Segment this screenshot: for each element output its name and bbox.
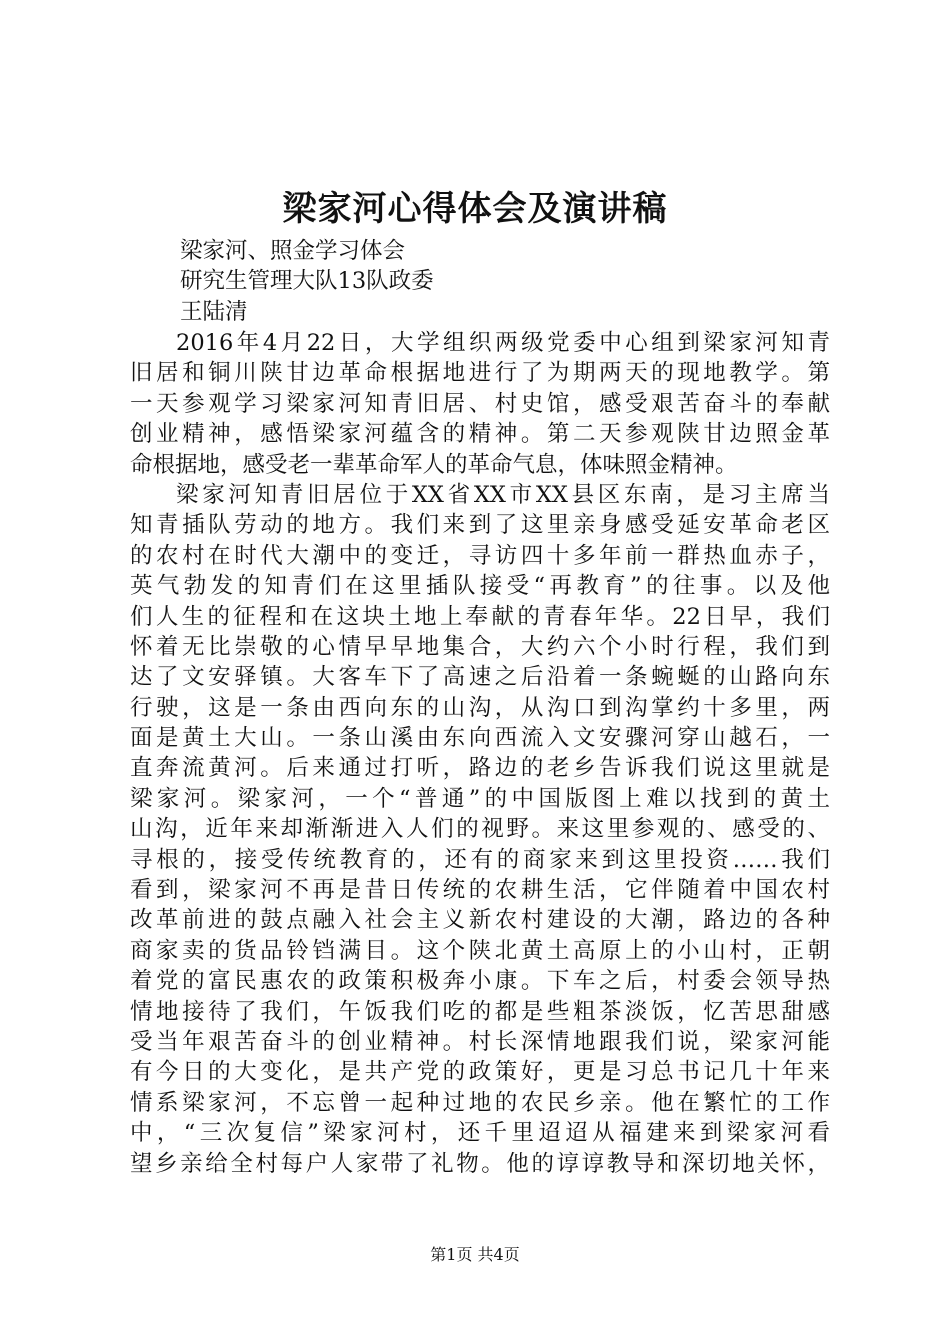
text-line: 命根据地，感受老一辈革命军人的革命气息，体味照金精神。 bbox=[130, 451, 738, 478]
text-line: 2016年4月22日，大学组织两级党委中心组到梁家河知青 bbox=[176, 330, 830, 356]
text-line: 着党的富民惠农的政策积极奔小康。下车之后，村委会领导热 bbox=[130, 968, 830, 995]
document-title: 梁家河心得体会及演讲稿 bbox=[282, 189, 668, 229]
text-line: 商家卖的货品铃铛满目。这个陕北黄土高原上的小山村，正朝 bbox=[130, 937, 830, 964]
text-line: 情系梁家河，不忘曾一起种过地的农民乡亲。他在繁忙的工作 bbox=[130, 1089, 830, 1116]
text-line: 山沟，近年来却渐渐进入人们的视野。来这里参观的、感受的、 bbox=[130, 816, 830, 843]
subtitle-line: 梁家河、照金学习体会 bbox=[180, 238, 406, 264]
text-line: 梁家河。梁家河，一个“普通”的中国版图上难以找到的黄土 bbox=[130, 785, 830, 812]
text-line: 的农村在时代大潮中的变迁，寻访四十多年前一群热血赤子， bbox=[130, 542, 830, 569]
text-line: 望乡亲给全村每户人家带了礼物。他的谆谆教导和深切地关怀， bbox=[130, 1150, 830, 1177]
text-line: 行驶，这是一条由西向东的山沟，从沟口到沟掌约十多里，两 bbox=[130, 694, 830, 721]
text-line: 改革前进的鼓点融入社会主义新农村建设的大潮，路边的各种 bbox=[130, 907, 830, 934]
text-line: 英气勃发的知青们在这里插队接受“再教育”的往事。以及他 bbox=[130, 573, 830, 600]
page-footer: 第1页 共4页 bbox=[430, 1245, 520, 1264]
paragraph-1 bbox=[130, 328, 830, 480]
text-line: 怀着无比崇敬的心情早早地集合，大约六个小时行程，我们到 bbox=[130, 633, 830, 660]
author-name-line: 王陆清 bbox=[180, 299, 248, 325]
author-unit-line: 研究生管理大队13队政委 bbox=[180, 268, 434, 294]
text-line: 直奔流黄河。后来通过打听，路边的老乡告诉我们说这里就是 bbox=[130, 755, 830, 782]
text-line: 创业精神，感悟梁家河蕴含的精神。第二天参观陕甘边照金革 bbox=[130, 421, 830, 448]
text-line: 旧居和铜川陕甘边革命根据地进行了为期两天的现地教学。第 bbox=[130, 360, 830, 387]
text-line: 梁家河知青旧居位于XX省XX市XX县区东南，是习主席当 bbox=[176, 481, 830, 508]
text-line: 面是黄土大山。一条山溪由东向西流入文安骤河穿山越石，一 bbox=[130, 725, 830, 752]
document-body bbox=[130, 328, 830, 1179]
paragraph-2 bbox=[130, 480, 830, 1179]
text-line: 一天参观学习梁家河知青旧居、村史馆，感受艰苦奋斗的奉献 bbox=[130, 390, 830, 417]
text-line: 中，“三次复信”梁家河村，还千里迢迢从福建来到梁家河看 bbox=[130, 1120, 830, 1147]
text-line: 看到，梁家河不再是昔日传统的农耕生活，它伴随着中国农村 bbox=[130, 877, 830, 904]
text-line: 有今日的大变化，是共产党的政策好，更是习总书记几十年来 bbox=[130, 1059, 830, 1086]
text-line: 情地接待了我们，午饭我们吃的都是些粗茶淡饭，忆苦思甜感 bbox=[130, 998, 830, 1025]
text-line: 知青插队劳动的地方。我们来到了这里亲身感受延安革命老区 bbox=[130, 512, 830, 539]
text-line: 们人生的征程和在这块土地上奉献的青春年华。22日早，我们 bbox=[130, 603, 830, 630]
text-line: 受当年艰苦奋斗的创业精神。村长深情地跟我们说，梁家河能 bbox=[130, 1028, 830, 1055]
text-line: 达了文安驿镇。大客车下了高速之后沿着一条蜿蜒的山路向东 bbox=[130, 664, 830, 691]
text-line: 寻根的，接受传统教育的，还有的商家来到这里投资……我们 bbox=[130, 846, 830, 873]
